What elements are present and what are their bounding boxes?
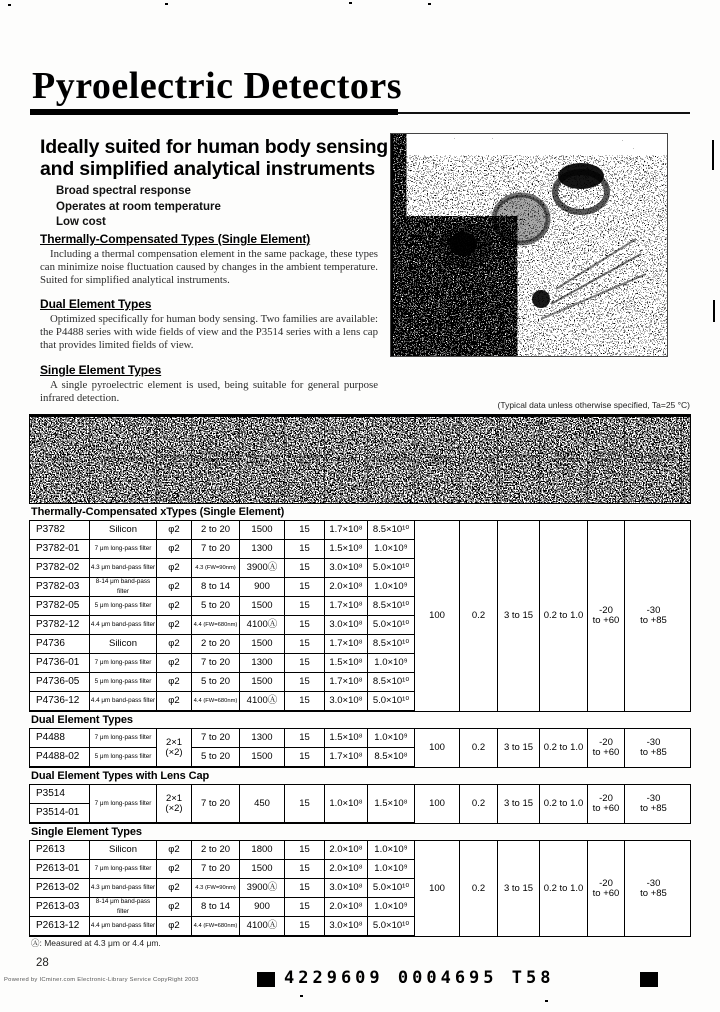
cell-spectral: 4.3 (FW=90nm) — [192, 879, 240, 898]
cell-rise-time: 0.2 — [460, 841, 498, 936]
cell-noise-voltage: 15 — [285, 654, 325, 673]
cell-area: 2×1 (×2) — [157, 785, 192, 823]
cell-responsivity: 1500 — [240, 597, 285, 616]
page-title: Pyroelectric Detectors — [32, 65, 402, 107]
column-header-4: Spectral Response Range (μm) — [192, 417, 240, 503]
feature-item: Operates at room temperature — [56, 200, 221, 213]
cell-window: Silicon — [90, 521, 157, 540]
column-header-14: Storage Temperature (°C) — [625, 417, 682, 503]
table-group-grid — [29, 840, 691, 937]
cell-dstar: 5.0×10¹⁰ — [368, 616, 415, 635]
cell-area: φ2 — [157, 521, 192, 540]
cell-window: 8-14 μm band-pass filter — [90, 578, 157, 597]
section-heading: Dual Element Types — [40, 297, 152, 312]
column-header-11: Supply Voltage (V) — [498, 417, 540, 503]
cell-responsivity: 900 — [240, 898, 285, 917]
cell-area: φ2 — [157, 559, 192, 578]
section-body: Including a thermal compensation element in the same package, these types can minimize noise fluctuation caused by changes in the ambient temperature. Suited for simplified analytical instruments. — [40, 248, 378, 286]
cell-type: P3514 P3514-01 — [30, 785, 90, 823]
cell-noise-voltage: 15 — [285, 521, 325, 540]
cell-current: 0.2 to 1.0 — [540, 841, 588, 936]
cell-type: P3782-02 — [30, 559, 90, 578]
cell-noise-voltage: 15 — [285, 748, 325, 767]
cell-type: P4736-12 — [30, 692, 90, 711]
column-header-2: Window Material — [90, 417, 157, 503]
cell-nep: 1.7×10⁸ — [325, 521, 368, 540]
cell-noise-voltage: 15 — [285, 540, 325, 559]
cell-nep: 3.0×10⁸ — [325, 917, 368, 936]
cell-type: P2613-12 — [30, 917, 90, 936]
cell-window: 5 μm long-pass filter — [90, 673, 157, 692]
cell-area: φ2 — [157, 692, 192, 711]
cell-type: P2613 — [30, 841, 90, 860]
cell-window: 4.4 μm band-pass filter — [90, 917, 157, 936]
column-header-12: Current Consumption (mA) — [540, 417, 588, 503]
cell-noise-voltage: 15 — [285, 785, 325, 823]
feature-list — [56, 184, 221, 231]
cell-type: P2613-03 — [30, 898, 90, 917]
cell-window: Silicon — [90, 841, 157, 860]
scan-artifact — [349, 2, 352, 4]
cell-noise-voltage: 15 — [285, 879, 325, 898]
cell-noise-voltage: 15 — [285, 860, 325, 879]
cell-window: 7 μm long-pass filter — [90, 540, 157, 559]
cell-window: 7 μm long-pass filter — [90, 785, 157, 823]
cell-dstar: 8.5×10¹⁰ — [368, 635, 415, 654]
cell-area: φ2 — [157, 540, 192, 559]
cell-dstar: 5.0×10¹⁰ — [368, 879, 415, 898]
cell-type: P3782-12 — [30, 616, 90, 635]
cell-storage-temp: -30 to +85 — [640, 877, 667, 899]
section-dual-element — [40, 297, 378, 351]
cell-type: P4488 — [30, 729, 90, 748]
cell-area: 2×1 (×2) — [157, 729, 192, 767]
cell-type: P3782-05 — [30, 597, 90, 616]
cell-spectral: 2 to 20 — [192, 521, 240, 540]
cell-spectral: 2 to 20 — [192, 841, 240, 860]
column-header-5: Responsivity (V/W) — [240, 417, 285, 503]
cell-noise-voltage: 15 — [285, 692, 325, 711]
scan-artifact — [428, 3, 431, 5]
cell-nep: 3.0×10⁸ — [325, 559, 368, 578]
cell-dstar: 8.5×10¹⁰ — [368, 597, 415, 616]
table-groups — [29, 504, 691, 937]
cell-responsivity: 1500 — [240, 673, 285, 692]
cell-dstar: 1.0×10⁹ — [368, 578, 415, 597]
cell-responsivity: 3900Ⓐ — [240, 559, 285, 578]
column-header-7: NEP (W) — [325, 417, 368, 503]
section-heading: Thermally-Compensated Types (Single Element) — [40, 232, 311, 246]
cell-noise-voltage: 15 — [285, 616, 325, 635]
subtitle-line-2: and simplified analytical instruments — [40, 158, 376, 180]
cell-current: 0.2 to 1.0 — [540, 785, 588, 823]
halftone-photo-art — [391, 134, 667, 356]
cell-current: 0.2 to 1.0 — [540, 521, 588, 711]
section-body: A single pyroelectric element is used, being suitable for general purpose infrared detection. — [40, 378, 378, 404]
cell-spectral: 8 to 14 — [192, 898, 240, 917]
cell-area: φ2 — [157, 898, 192, 917]
cell-spectral: 4.4 (FW=680nm) — [192, 616, 240, 635]
cell-area: φ2 — [157, 616, 192, 635]
table-group-grid — [29, 728, 691, 768]
cell-area: φ2 — [157, 578, 192, 597]
cell-frequency: 100 — [415, 785, 460, 823]
cell-dstar: 8.5×10⁸ — [368, 748, 415, 767]
scan-artifact — [300, 995, 303, 997]
page-number: 28 — [36, 957, 49, 969]
cell-responsivity: 1300 — [240, 654, 285, 673]
cell-nep: 2.0×10⁸ — [325, 578, 368, 597]
cell-responsivity: 1300 — [240, 729, 285, 748]
barcode-block-right — [640, 972, 658, 987]
cell-spectral: 4.3 (FW=90nm) — [192, 559, 240, 578]
scan-credit-line: Powered by ICminer.com Electronic-Library Service CopyRight 2003 — [4, 977, 199, 983]
cell-nep: 1.0×10⁸ — [325, 785, 368, 823]
cell-type: P3782 — [30, 521, 90, 540]
cell-window: Silicon — [90, 635, 157, 654]
cell-supply-voltage: 3 to 15 — [498, 841, 540, 936]
cell-nep: 1.7×10⁸ — [325, 748, 368, 767]
cell-spectral: 7 to 20 — [192, 785, 240, 823]
cell-dstar: 1.0×10⁹ — [368, 540, 415, 559]
scan-artifact — [8, 4, 11, 6]
cell-responsivity: 1800 — [240, 841, 285, 860]
table-group-label: Dual Element Types with Lens Cap — [31, 770, 210, 782]
cell-spectral: 5 to 20 — [192, 597, 240, 616]
header-cells — [30, 417, 690, 503]
cell-spectral: 5 to 20 — [192, 748, 240, 767]
cell-window: 4.4 μm band-pass filter — [90, 616, 157, 635]
cell-window: 7 μm long-pass filter — [90, 654, 157, 673]
cell-nep: 1.7×10⁸ — [325, 635, 368, 654]
cell-noise-voltage: 15 — [285, 673, 325, 692]
cell-responsivity: 1500 — [240, 521, 285, 540]
cell-area: φ2 — [157, 860, 192, 879]
cell-noise-voltage: 15 — [285, 898, 325, 917]
cell-frequency: 100 — [415, 521, 460, 711]
cell-spectral: 7 to 20 — [192, 729, 240, 748]
cell-supply-voltage: 3 to 15 — [498, 521, 540, 711]
table-group-label: Single Element Types — [31, 826, 142, 838]
cell-area: φ2 — [157, 597, 192, 616]
cell-type: P2613-02 — [30, 879, 90, 898]
cell-spectral: 7 to 20 — [192, 654, 240, 673]
cell-responsivity: 1300 — [240, 540, 285, 559]
table-conditions-note: (Typical data unless otherwise specified, Ta=25 °C) — [497, 400, 690, 410]
cell-area: φ2 — [157, 879, 192, 898]
cell-window: 5 μm long-pass filter — [90, 748, 157, 767]
column-header-10: Rise Time (s) — [460, 417, 498, 503]
cell-type: P4736-01 — [30, 654, 90, 673]
cell-dstar: 5.0×10¹⁰ — [368, 559, 415, 578]
cell-dstar: 5.0×10¹⁰ — [368, 917, 415, 936]
cell-nep: 2.0×10⁸ — [325, 898, 368, 917]
section-body: Optimized specifically for human body sensing. Two families are available: the P4488 series with wide fields of view and the P3514 series with a lens cap that provides limited fields of view. — [40, 313, 378, 351]
cell-nep: 2.0×10⁸ — [325, 841, 368, 860]
cell-type: P4488-02 — [30, 748, 90, 767]
section-single-element — [40, 363, 378, 405]
product-photo — [390, 133, 668, 357]
table-group-label: Thermally-Compensated xTypes (Single Element) — [31, 506, 285, 518]
cell-noise-voltage: 15 — [285, 729, 325, 748]
cell-noise-voltage: 15 — [285, 559, 325, 578]
cell-window: 4.3 μm band-pass filter — [90, 879, 157, 898]
scan-artifact — [713, 300, 715, 322]
cell-dstar: 1.0×10⁹ — [368, 860, 415, 879]
cell-area: φ2 — [157, 841, 192, 860]
cell-current: 0.2 to 1.0 — [540, 729, 588, 767]
column-header-3: Active Area (mm) — [157, 417, 192, 503]
table-header — [29, 417, 691, 504]
scan-artifact — [545, 1000, 548, 1002]
cell-spectral: 4.4 (FW=680nm) — [192, 692, 240, 711]
cell-area: φ2 — [157, 673, 192, 692]
cell-type: P4736 — [30, 635, 90, 654]
cell-type: P3782-03 — [30, 578, 90, 597]
cell-rise-time: 0.2 — [460, 521, 498, 711]
description-sections — [40, 232, 378, 415]
cell-dstar: 1.5×10⁸ — [368, 785, 415, 823]
ocr-code: 4229609 0004695 T58 — [284, 968, 555, 988]
cell-window: 5 μm long-pass filter — [90, 597, 157, 616]
column-header-1: Type No. — [30, 417, 90, 503]
title-rule-bold — [30, 109, 398, 115]
section-heading: Single Element Types — [40, 362, 162, 377]
cell-nep: 3.0×10⁸ — [325, 692, 368, 711]
cell-responsivity: 900 — [240, 578, 285, 597]
cell-responsivity: 4100Ⓐ — [240, 917, 285, 936]
subtitle-line-1: Ideally suited for human body sensing — [40, 136, 388, 158]
cell-type: P2613-01 — [30, 860, 90, 879]
cell-window: 4.4 μm band-pass filter — [90, 692, 157, 711]
cell-op-temp: -20 to +60 — [588, 785, 625, 823]
table-group-label: Dual Element Types — [31, 714, 133, 726]
cell-dstar: 5.0×10¹⁰ — [368, 692, 415, 711]
cell-window: 4.3 μm band-pass filter — [90, 559, 157, 578]
cell-spectral: 5 to 20 — [192, 673, 240, 692]
cell-area: φ2 — [157, 635, 192, 654]
column-header-13: Operating Temperature (°C) — [588, 417, 625, 503]
cell-spectral: 8 to 14 — [192, 578, 240, 597]
cell-dstar: 1.0×10⁹ — [368, 654, 415, 673]
cell-window: 7 μm long-pass filter — [90, 860, 157, 879]
cell-storage-temp: -30 to +85 — [640, 605, 667, 626]
section-thermally-compensated — [40, 232, 378, 286]
cell-op-temp: -20 to +60 — [588, 729, 625, 767]
cell-nep: 1.5×10⁸ — [325, 729, 368, 748]
cell-responsivity: 4100Ⓐ — [240, 616, 285, 635]
cell-dstar: 1.0×10⁹ — [368, 898, 415, 917]
cell-type: P4736-05 — [30, 673, 90, 692]
cell-area: φ2 — [157, 917, 192, 936]
cell-dstar: 8.5×10¹⁰ — [368, 673, 415, 692]
cell-rise-time: 0.2 — [460, 785, 498, 823]
cell-spectral: 7 to 20 — [192, 860, 240, 879]
cell-supply-voltage: 3 to 15 — [498, 785, 540, 823]
cell-area: φ2 — [157, 654, 192, 673]
cell-responsivity: 1500 — [240, 748, 285, 767]
cell-noise-voltage: 15 — [285, 597, 325, 616]
cell-spectral: 4.4 (FW=680nm) — [192, 917, 240, 936]
cell-noise-voltage: 15 — [285, 917, 325, 936]
cell-dstar: 1.0×10⁹ — [368, 841, 415, 860]
feature-item: Low cost — [56, 216, 106, 228]
cell-window: 8-14 μm band-pass filter — [90, 898, 157, 917]
table-footnote: Ⓐ: Measured at 4.3 μm or 4.4 μm. — [31, 938, 161, 948]
scan-artifact — [165, 3, 168, 5]
scan-artifact — [712, 140, 714, 170]
subtitle — [40, 136, 388, 180]
column-header-6: Noise Voltage (mV) — [285, 417, 325, 503]
cell-nep: 3.0×10⁸ — [325, 879, 368, 898]
column-header-8: D* (cm·Hz½/W) — [368, 417, 415, 503]
cell-responsivity: 3900Ⓐ — [240, 879, 285, 898]
cell-dstar: 1.0×10⁹ — [368, 729, 415, 748]
cell-rise-time: 0.2 — [460, 729, 498, 767]
cell-nep: 1.7×10⁸ — [325, 673, 368, 692]
barcode-block-left — [257, 972, 275, 987]
cell-responsivity: 1500 — [240, 860, 285, 879]
table-group-grid — [29, 784, 691, 824]
cell-op-temp: -20 to +60 — [588, 521, 625, 711]
cell-dstar: 8.5×10¹⁰ — [368, 521, 415, 540]
feature-item: Broad spectral response — [56, 185, 191, 197]
cell-nep: 1.7×10⁸ — [325, 597, 368, 616]
cell-storage-temp: -30 to +85 — [640, 737, 667, 758]
cell-supply-voltage: 3 to 15 — [498, 729, 540, 767]
cell-responsivity: 4100Ⓐ — [240, 692, 285, 711]
cell-noise-voltage: 15 — [285, 578, 325, 597]
cell-nep: 1.5×10⁸ — [325, 540, 368, 559]
column-header-9: Chopping Frequency (Hz) — [415, 417, 460, 503]
cell-spectral: 2 to 20 — [192, 635, 240, 654]
cell-storage-temp: -30 to +85 — [640, 793, 667, 814]
cell-nep: 2.0×10⁸ — [325, 860, 368, 879]
cell-type: P3782-01 — [30, 540, 90, 559]
cell-window: 7 μm long-pass filter — [90, 729, 157, 748]
cell-responsivity: 450 — [240, 785, 285, 823]
cell-noise-voltage: 15 — [285, 635, 325, 654]
spec-table — [29, 414, 691, 937]
cell-responsivity: 1500 — [240, 635, 285, 654]
cell-nep: 1.5×10⁸ — [325, 654, 368, 673]
cell-frequency: 100 — [415, 729, 460, 767]
cell-op-temp: -20 to +60 — [588, 841, 625, 936]
table-group-grid — [29, 520, 691, 712]
cell-spectral: 7 to 20 — [192, 540, 240, 559]
cell-noise-voltage: 15 — [285, 841, 325, 860]
cell-frequency: 100 — [415, 841, 460, 936]
cell-nep: 3.0×10⁸ — [325, 616, 368, 635]
